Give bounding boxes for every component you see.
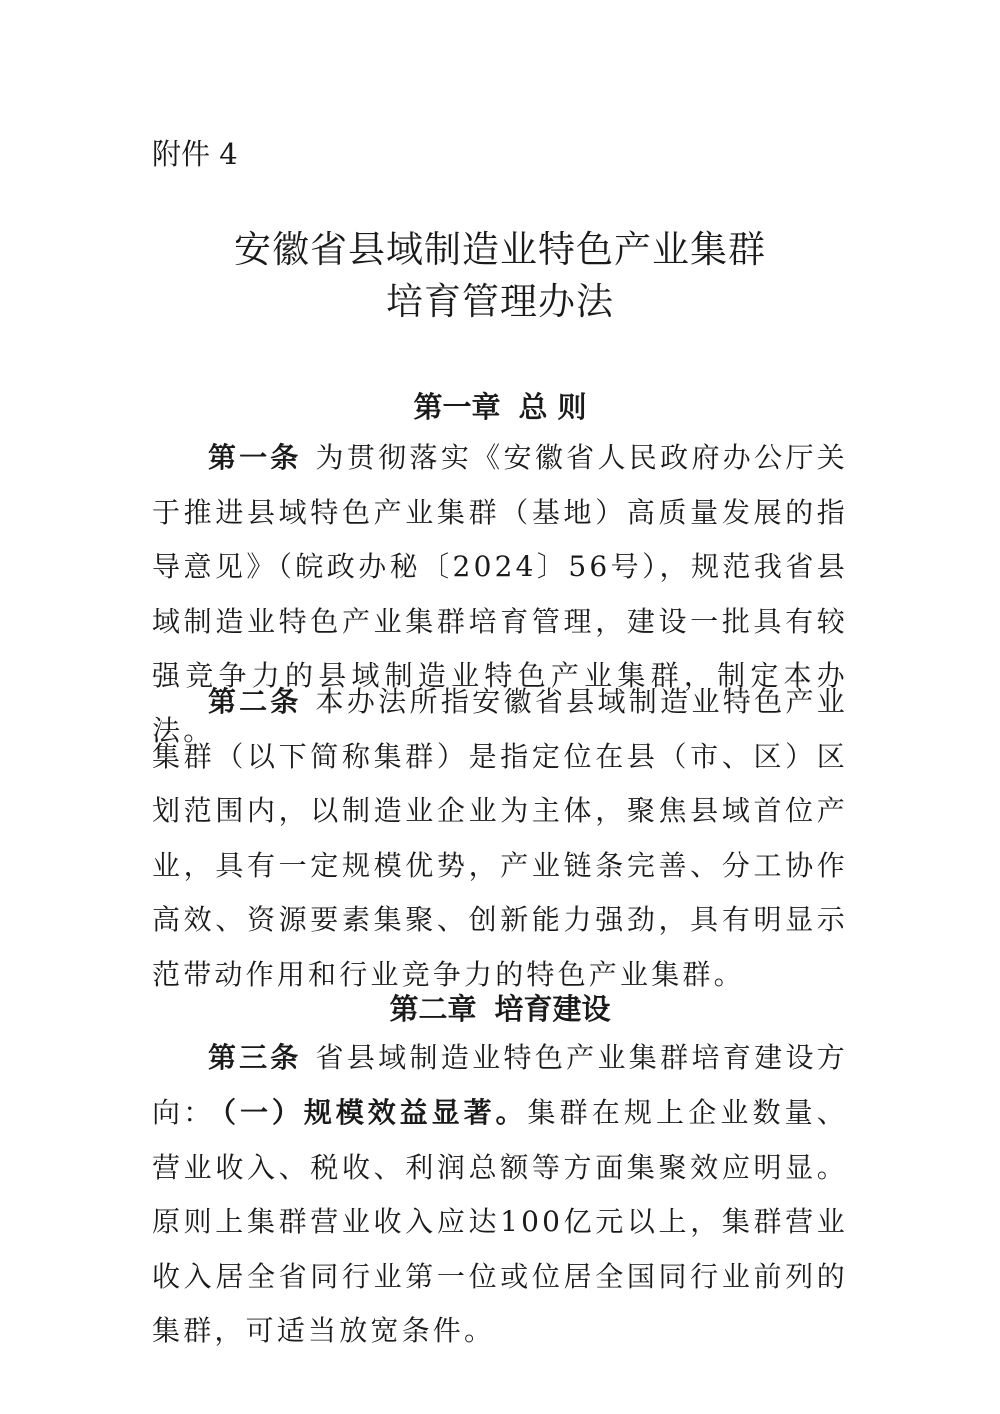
chapter-name: 总 则: [518, 390, 587, 424]
chapter-number: 第二章: [389, 992, 477, 1026]
chapter-heading-1: [0, 385, 1000, 429]
article-3-item-1: [152, 1086, 848, 1359]
chapter-number: 第一章: [413, 390, 501, 424]
article-text: 为贯彻落实《安徽省人民政府办公厅关于推进县域特色产业集群（基地）高质量发展的指导意见》（皖政办秘〔2024〕56号），规范我省县域制造业特色产业集群培育管理，建设一批具有较强竞争力的县域制造业特色产业集群，制定本办法。: [152, 441, 848, 747]
attachment-label: 附件 4: [152, 137, 238, 171]
article-label: 第一条: [208, 441, 302, 474]
chapter-name: 培育建设: [494, 992, 611, 1026]
document-title-line2: 培育管理办法: [386, 280, 614, 323]
article-2: [152, 675, 848, 1002]
article-text: 本办法所指安徽省县域制造业特色产业集群（以下简称集群）是指定位在县（市、区）区划范围内，以制造业企业为主体，聚焦县域首位产业，具有一定规模优势，产业链条完善、分工协作高效、资源要素集聚、创新能力强劲，具有明显示范带动作用和行业竞争力的特色产业集群。: [152, 685, 848, 991]
item-text: 集群在规上企业数量、营业收入、税收、利润总额等方面集聚效应明显。原则上集群营业收入应达100亿元以上，集群营业收入居全省同行业第一位或位居全国同行业前列的集群，可适当放宽条件。: [152, 1096, 848, 1347]
document-title-line1: 安徽省县域制造业特色产业集群: [234, 228, 766, 271]
article-text: 省县域制造业特色产业集群培育建设方向：: [152, 1041, 848, 1129]
article-label: 第三条: [208, 1041, 302, 1074]
chapter-heading-2: [0, 987, 1000, 1031]
item-label: （一）规模效益显著。: [208, 1096, 528, 1129]
article-label: 第二条: [208, 685, 302, 718]
